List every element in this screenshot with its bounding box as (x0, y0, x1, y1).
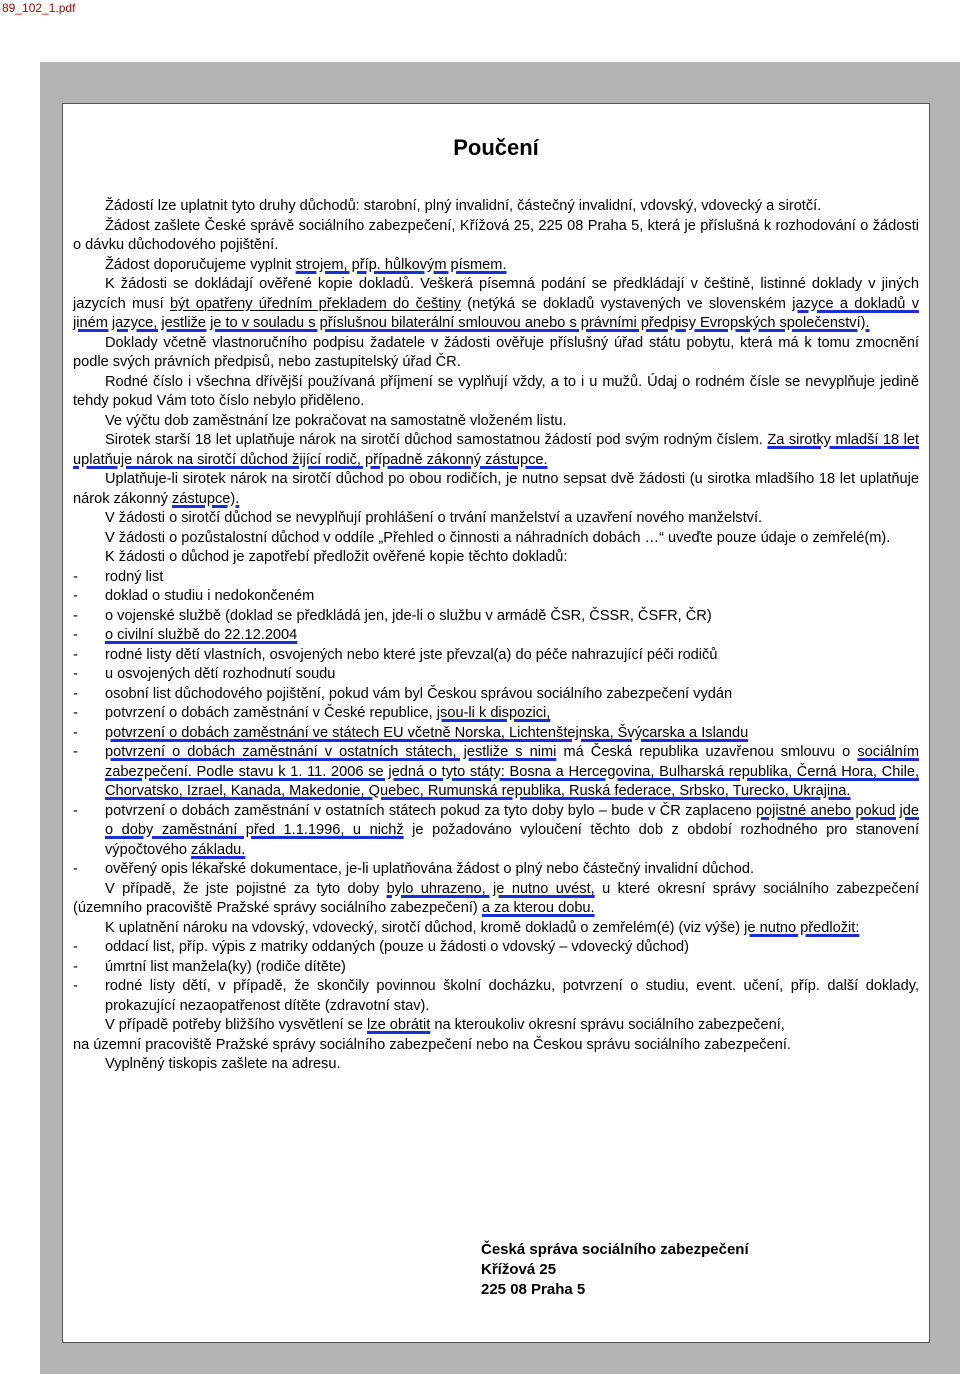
highlight-eu-states: potvrzení o dobách zaměstnání ve státech EU včetně Norska, Lichtenštejnska, Švýcarska a Islandu (105, 724, 749, 741)
list-item: - doklad o studiu i nedokončeném (73, 587, 919, 607)
paragraph-send-form: Vyplněný tiskopis zašlete na adresu. (105, 1056, 341, 1072)
paragraph-send-address: Žádost zašlete České správě sociálního zabezpečení, Křížová 25, 225 08 Praha 5, která je příslušná k rozhodování o žádosti o dávku důchodového pojištění. (73, 217, 919, 253)
document-page (62, 103, 930, 1343)
paragraph-paid-insurance: V případě, že jste pojistné za tyto doby bylo uhrazeno, je nutno uvést, u které okresní správy sociálního zabezpečení (územního pracoviště Pražské správy sociálního zabezpečení) a za kterou dobu. (73, 880, 920, 916)
list-item: - ověřený opis lékařské dokumentace, je-li uplatňována žádost o plný nebo částečný invalidní důchod. (73, 860, 919, 880)
list-item: - o vojenské službě (doklad se předkládá jen, jde-li o službu v armádě ČSR, ČSSR, ČSFR, ČR) (73, 607, 919, 627)
highlight-contact: lze obrátit (367, 1017, 431, 1033)
page-title: Poučení (453, 135, 539, 160)
highlight-if-available: jsou-li k dispozici, (436, 705, 551, 721)
list-item: - osobní list důchodového pojištění, pokud vám byl Českou správou sociálního zabezpečení vydán (73, 685, 919, 705)
list-item: - rodné listy dětí, v případě, že skončily povinnou školní docházku, potvrzení o studiu, event. učení, příp. další doklady, prokazující nezaopatřenost dítěte (zdravotní stav). (73, 977, 919, 1016)
highlight-fill-method: strojem, příp. hůlkovým písmem. (295, 256, 507, 273)
paragraph-contact: V případě potřeby bližšího vysvětlení se lze obrátit na kteroukoliv okresní správu sociálního zabezpečení, (105, 1017, 785, 1033)
highlight-insurance-paid: pojistné anebo pokud jde o doby zaměstnání před 1.1.1996, u nichž (105, 802, 919, 838)
paragraph-pension-types: Žádostí lze uplatnit tyto druhy důchodů: starobní, plný invalidní, částečný invalidní, vdovský, vdovecký a sirotčí. (105, 198, 822, 214)
list-item: - úmrtní list manžela(ky) (rodiče dítěte) (73, 958, 919, 978)
paragraph-fill-method: Žádost doporučujeme vyplnit strojem, příp. hůlkovým písmem. (105, 256, 507, 273)
paragraph-survivor: V žádosti o pozůstalostní důchod v oddíle „Přehled o činnosti a náhradních dobách …“ uveďte pouze údaje o zemřelé(m). (105, 529, 891, 546)
paragraph-contact-offices: na územní pracoviště Pražské správy sociálního zabezpečení nebo na Českou správu sociálního zabezpečení. (73, 1036, 791, 1053)
survivor-documents-list (73, 938, 919, 1016)
list-item (73, 724, 919, 744)
highlight-orphan-under-18: Za sirotky mladší 18 let uplatňuje nárok na sirotčí důchod žijící rodič, případně zákonný zástupce. (73, 432, 919, 468)
highlight-must-submit: je nutno předložit: (744, 919, 860, 936)
paragraph-orphan-declaration: V žádosti o sirotčí důchod se nevyplňují prohlášení o trvání manželství a uzavření nového manželství. (105, 510, 763, 526)
paragraph-required-docs: K žádosti o důchod je zapotřebí předložit ověřené kopie těchto dokladů: (105, 549, 568, 565)
highlight-other-states: potvrzení o dobách zaměstnání v ostatních státech, jestliže s nimi (105, 744, 557, 760)
paragraph-orphan-over-18: Sirotek starší 18 let uplatňuje nárok na sirotčí důchod samostatnou žádostí pod svým rodným číslem. Za sirotky mladší 18 let uplatňuje nárok na sirotčí důchod žijící rodič, případně zákonný zástupce. (73, 432, 919, 468)
list-item (73, 626, 919, 646)
list-item: - potvrzení o dobách zaměstnání v ostatních státech, jestliže s nimi má Česká republika uzavřenou smlouvu o sociálním zabezpečení. Podle stavu k 1. 11. 2006 se jedná o tyto státy: Bosna a Hercegovina, Bulharská republika, Černá Hora, Chile, Chorvatsko, Izrael, Kanada, Makedonie, Quebec, Rumunská republika, Ruská federace, Srbsko, Turecko, Ukrajina. (73, 743, 919, 802)
required-documents-list (73, 568, 919, 880)
paragraph-birth-number: Rodné číslo i všechna dřívější používaná příjmení se vyplňují vždy, a to i u mužů. Údaj o rodném čísle se nevyplňuje jedině tehdy pokud Vám toto číslo nebylo přiděleno. (73, 373, 919, 409)
list-item: - oddací list, příp. výpis z matriky oddaných (pouze u žádosti o vdovský – vdovecký důchod) (73, 938, 919, 958)
paragraph-orphan-both-parents: Uplatňuje-li sirotek nárok na sirotčí důchod po obou rodičích, je nutno sepsat dvě žádosti (u sirotka mladšího 18 let uplatňuje nárok zákonný zástupce). (73, 471, 919, 507)
highlight-civil-service: o civilní službě do 22.12.2004 (105, 627, 298, 643)
list-item: - u osvojených dětí rozhodnutí soudu (73, 665, 919, 685)
instructions-body (73, 197, 919, 1075)
paragraph-employment-list: Ve výčtu dob zaměstnání lze pokračovat na samostatně vloženém listu. (105, 412, 567, 429)
highlight-must-state: bylo uhrazeno, je nutno uvést, (386, 880, 595, 897)
authority-city: 225 08 Praha 5 (481, 1281, 586, 1298)
highlight-period: a za kterou dobu. (481, 900, 595, 916)
highlight-representative: zástupce). (171, 490, 240, 507)
authority-name: Česká správa sociálního zabezpečení (481, 1241, 749, 1258)
file-name-label: 89_102_1.pdf (2, 1, 76, 15)
highlight-slovak-exception: jazyce a dokladů v jiném jazyce, jestliže je to v souladu s příslušnou bilaterální smlouvou anebo s právními předpisy Evropských společenství). (73, 295, 919, 331)
paragraph-documents: K žádosti se dokládají ověřené kopie dokladů. Veškerá písemná podání se předkládají v češtině, listinné doklady v jiných jazycích musí být opatřeny úředním překladem do češtiny (netýká se dokladů vystavených ve slovenském jazyce a dokladů v jiném jazyce, jestliže je to v souladu s příslušnou bilaterální smlouvou anebo s právními předpisy Evropských společenství). (73, 276, 919, 331)
list-item: - potvrzení o dobách zaměstnání v České republice, jsou-li k dispozici, (73, 704, 919, 724)
authority-street: Křížová 25 (481, 1261, 557, 1278)
highlight-treaty-states: sociálním zabezpečení. Podle stavu k 1. 11. 2006 se jedná o tyto státy: Bosna a Hercegovina, Bulharská republika, Černá Hora, Chile, Chorvatsko, Izrael, Kanada, Makedonie, Quebec, Rumunská republika, Ruská federace, Srbsko, Turecko, Ukrajina. (105, 744, 919, 799)
underline-translation: být opatřeny úředním překladem do češtiny (169, 295, 461, 312)
list-item: - rodný list (73, 568, 919, 588)
list-item: - rodné listy dětí vlastních, osvojených nebo které jste převzal(a) do péče nahrazující péči rodičů (73, 646, 919, 666)
list-item: - potvrzení o dobách zaměstnání v ostatních státech pokud za tyto doby bylo – bude v ČR zaplaceno pojistné anebo pokud jde o doby zaměstnání před 1.1.1996, u nichž je požadováno vyloučení těchto dob z období rozhodného pro stanovení výpočtového základu. (73, 802, 919, 861)
paragraph-signature-verification: Doklady včetně vlastnoručního podpisu žadatele v žádosti ověřuje příslušný úřad státu pobytu, která má k tomu zmocnění podle svých právních předpisů, nebo zastupitelský úřad ČR. (73, 334, 919, 370)
authority-address-block (481, 1240, 749, 1300)
paragraph-survivor-claim: K uplatnění nároku na vdovský, vdovecký, sirotčí důchod, kromě dokladů o zemřelém(é) (viz výše) je nutno předložit: (105, 919, 860, 936)
highlight-basis: základu. (191, 841, 246, 858)
